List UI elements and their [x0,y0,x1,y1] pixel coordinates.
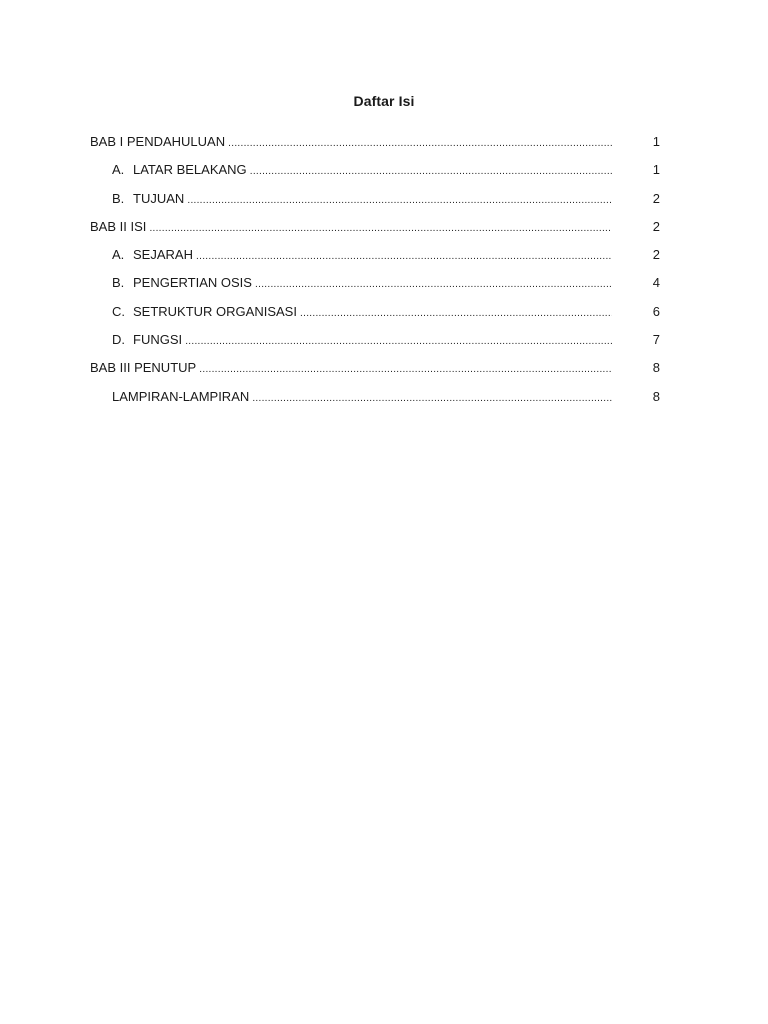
toc-entry [90,383,665,411]
toc-entry [90,354,665,382]
toc-entry-page: 8 [652,360,660,376]
toc-entry-label-wrap [90,354,612,384]
toc-entry-letter: B. [112,275,125,291]
toc-entry-letter: A. [112,247,125,263]
toc-entry [90,213,665,241]
toc-entry-label: BAB II ISI [90,218,147,234]
toc-entry-label: LATAR BELAKANG [133,162,247,178]
toc-entry-page: 1 [652,162,660,178]
toc-entry [90,298,665,326]
toc-entry [90,156,665,184]
toc-entry [90,128,665,156]
toc-entry-letter: A. [112,162,125,178]
toc-entry-label-wrap [112,185,612,215]
toc-entry-label-wrap [112,156,612,186]
toc-entry-label-wrap [90,128,612,158]
toc-entry-label: SETRUKTUR ORGANISASI [133,303,297,319]
toc-entry-label: LAMPIRAN-LAMPIRAN [112,388,250,404]
toc-entry-label: FUNGSI [133,332,183,348]
table-of-contents [90,128,665,411]
toc-entry-page: 2 [652,190,660,206]
page-title: Daftar Isi [353,93,415,109]
toc-entry-letter: B. [112,190,125,206]
toc-entry-label-wrap [112,298,612,328]
toc-entry-page: 6 [652,303,660,319]
toc-entry-page: 2 [652,218,660,234]
toc-entry-label-wrap [112,383,612,413]
toc-entry-label-wrap [112,326,612,356]
toc-entry-label: BAB I PENDAHULUAN [90,134,226,149]
toc-entry-letter: D. [112,332,125,348]
toc-entry-label: TUJUAN [133,190,185,206]
toc-entry-label-wrap [112,269,612,299]
toc-entry-label-wrap [90,213,612,243]
toc-entry-page: 8 [652,388,660,404]
toc-entry-letter: C. [112,303,125,319]
toc-entry-page: 4 [652,275,660,291]
toc-entry-label: BAB III PENUTUP [90,360,197,376]
toc-entry [90,241,665,269]
toc-entry [90,185,665,213]
toc-entry-page: 7 [652,332,660,348]
toc-entry-page: 1 [652,134,660,149]
toc-entry-label: SEJARAH [133,247,193,263]
toc-entry [90,326,665,354]
toc-entry-label-wrap [112,241,612,271]
toc-entry [90,269,665,297]
toc-entry-page: 2 [652,247,660,263]
toc-entry-label: PENGERTIAN OSIS [133,275,252,291]
